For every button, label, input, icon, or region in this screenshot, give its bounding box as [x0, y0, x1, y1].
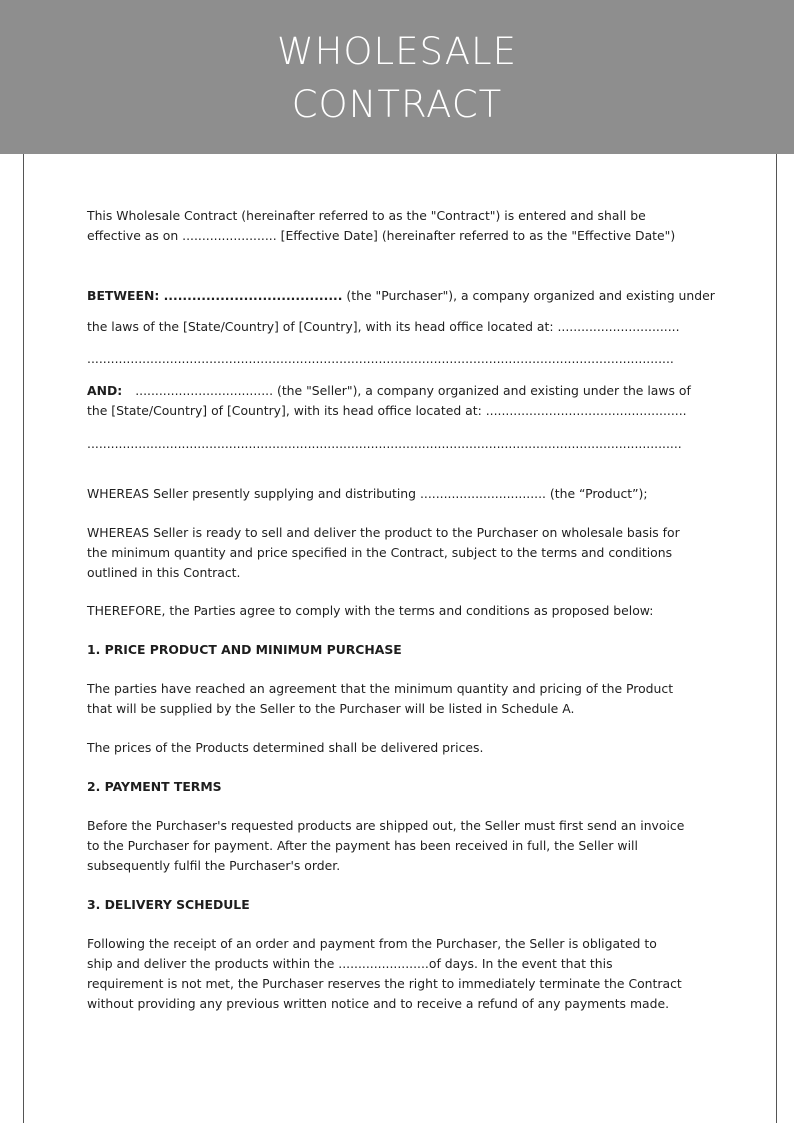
therefore-paragraph: THEREFORE, the Parties agree to comply with the terms and conditions as proposed below:: [87, 603, 654, 618]
section-3-line-3: requirement is not met, the Purchaser reserves the right to immediately terminate the Contract: [87, 976, 682, 991]
intro-line-2: effective as on ........................ [Effective Date] (hereinafter referred to as the "Effective Date"): [87, 228, 676, 243]
section-3-line-1: Following the receipt of an order and payment from the Purchaser, the Seller is obligated to: [87, 936, 657, 951]
and-line-2: the [State/Country] of [Country], with its head office located at: ...................................................: [87, 403, 687, 418]
banner-title-line2: CONTRACT: [291, 83, 503, 126]
whereas-ready-line-1: WHEREAS Seller is ready to sell and deliver the product to the Purchaser on wholesale basis for: [87, 525, 680, 540]
section-3-heading: 3. DELIVERY SCHEDULE: [87, 897, 250, 912]
section-1-p2: The prices of the Products determined shall be delivered prices.: [87, 740, 484, 755]
and-line-1-rest: ................................... (the "Seller"), a company organized and existing under the laws of: [135, 383, 691, 398]
section-2-line-1: Before the Purchaser's requested products are shipped out, the Seller must first send an invoice: [87, 818, 685, 833]
title-banner: [0, 0, 794, 154]
between-line-2: the laws of the [State/Country] of [Country], with its head office located at: ...............................: [87, 319, 680, 334]
section-2-heading: 2. PAYMENT TERMS: [87, 779, 222, 794]
and-line-1: [87, 381, 717, 401]
between-line-1: [87, 286, 717, 306]
banner-title-line1: WHOLESALE: [277, 30, 517, 73]
section-3-line-2: ship and deliver the products within the .......................of days. In the event that this: [87, 956, 613, 971]
section-3-line-4: without providing any previous written notice and to receive a refund of any payments made.: [87, 996, 670, 1011]
section-1-p1-line-1: The parties have reached an agreement that the minimum quantity and pricing of the Product: [87, 681, 674, 696]
whereas-ready-line-2: the minimum quantity and price specified in the Contract, subject to the terms and conditions: [87, 545, 673, 560]
section-1-p1-line-2: that will be supplied by the Seller to the Purchaser will be listed in Schedule A.: [87, 701, 575, 716]
whereas-product: WHEREAS Seller presently supplying and distributing ................................ (the “Product”);: [87, 486, 648, 501]
whereas-ready-line-3: outlined in this Contract.: [87, 565, 241, 580]
section-2-line-2: to the Purchaser for payment. After the payment has been received in full, the Seller will: [87, 838, 638, 853]
intro-line-1: This Wholesale Contract (hereinafter referred to as the "Contract") is entered and shall be: [87, 208, 646, 223]
page-border-right: [776, 154, 777, 1123]
and-line-3: .......................................................................................................................................................: [87, 436, 682, 451]
page-border-left: [23, 154, 24, 1123]
between-line-3: .....................................................................................................................................................: [87, 351, 674, 366]
and-label: AND:: [87, 383, 123, 398]
section-2-line-3: subsequently fulfil the Purchaser's order.: [87, 858, 341, 873]
between-line-1-rest: (the "Purchaser"), a company organized and existing under: [342, 288, 715, 303]
between-label: BETWEEN: ......................................: [87, 288, 343, 303]
section-1-heading: 1. PRICE PRODUCT AND MINIMUM PURCHASE: [87, 642, 402, 657]
